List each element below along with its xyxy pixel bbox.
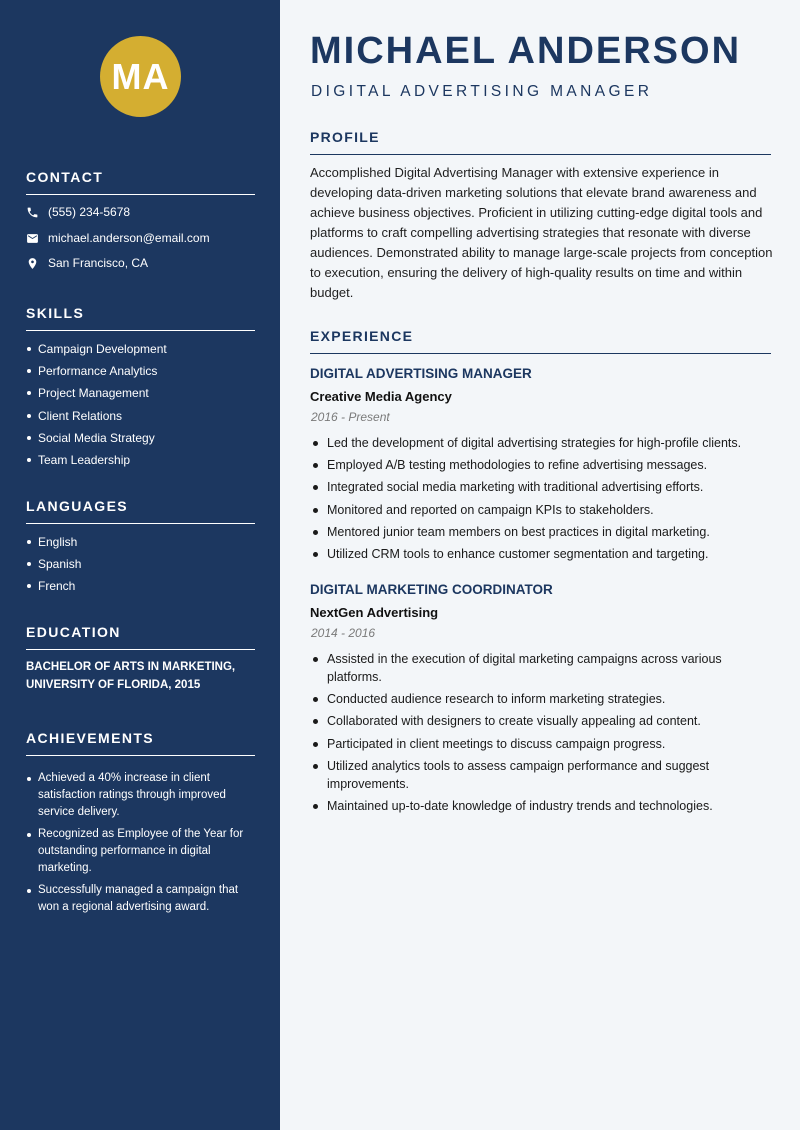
experience-heading: EXPERIENCE xyxy=(310,328,771,354)
contact-email xyxy=(26,231,210,245)
job-bullets xyxy=(310,650,750,819)
skill-item: Project Management xyxy=(26,386,167,408)
skill-item: Team Leadership xyxy=(26,453,167,475)
job-bullet: Assisted in the execution of digital marketing campaigns across various platforms. xyxy=(310,650,750,686)
job-bullet: Utilized CRM tools to enhance customer segmentation and targeting. xyxy=(310,545,750,563)
job-bullet: Monitored and reported on campaign KPIs to stakeholders. xyxy=(310,501,750,519)
job-bullet: Conducted audience research to inform marketing strategies. xyxy=(310,690,750,708)
email-icon xyxy=(26,232,39,245)
skill-item: Performance Analytics xyxy=(26,364,167,386)
achievements-heading: ACHIEVEMENTS xyxy=(26,730,255,756)
skill-item: Client Relations xyxy=(26,409,167,431)
profile-summary: Accomplished Digital Advertising Manager with extensive experience in developing data-driven marketing solutions that elevate brand awareness and achieve business objectives. Proficient in utilizing cutting-edge digital tools and platforms to craft compelling advertising strategies that resonate with diverse audiences. Demonstrated ability to manage large-scale projects from conception to execution, ensuring the delivery of high-quality results on time and within budget. xyxy=(310,165,773,300)
languages-list xyxy=(26,535,81,602)
achievement-item: Recognized as Employee of the Year for outstanding performance in digital marketing. xyxy=(26,826,258,877)
contact-email-text[interactable]: michael.anderson@email.com xyxy=(48,231,210,245)
language-item: French xyxy=(26,579,81,601)
job-bullet: Collaborated with designers to create visually appealing ad content. xyxy=(310,712,750,730)
skills-heading: SKILLS xyxy=(26,305,255,331)
sidebar xyxy=(0,0,280,1130)
achievement-item: Achieved a 40% increase in client satisfaction ratings through improved service delivery. xyxy=(26,770,258,821)
skill-item: Social Media Strategy xyxy=(26,431,167,453)
job-bullet: Utilized analytics tools to assess campaign performance and suggest improvements. xyxy=(310,757,750,793)
job-bullet: Integrated social media marketing with traditional advertising efforts. xyxy=(310,478,750,496)
contact-phone xyxy=(26,205,130,219)
job-dates: 2016 - Present xyxy=(311,410,390,424)
job-bullet: Participated in client meetings to discuss campaign progress. xyxy=(310,735,750,753)
education-heading: EDUCATION xyxy=(26,624,255,650)
job-company: NextGen Advertising xyxy=(310,605,439,620)
location-pin-icon xyxy=(26,257,39,270)
contact-location-text: San Francisco, CA xyxy=(48,256,149,270)
job-dates: 2014 - 2016 xyxy=(311,626,376,640)
skills-list xyxy=(26,342,167,475)
achievements-list xyxy=(26,770,258,921)
education-entry: BACHELOR OF ARTS IN MARKETING, UNIVERSITY OF FLORIDA, 2015 xyxy=(26,661,236,691)
job-bullet: Mentored junior team members on best practices in digital marketing. xyxy=(310,523,750,541)
job-bullet: Led the development of digital advertising strategies for high-profile clients. xyxy=(310,434,750,452)
language-item: Spanish xyxy=(26,557,81,579)
avatar: MA xyxy=(100,36,181,117)
contact-location xyxy=(26,256,148,270)
job-bullet: Employed A/B testing methodologies to refine advertising messages. xyxy=(310,456,750,474)
languages-heading: LANGUAGES xyxy=(26,498,255,524)
language-item: English xyxy=(26,535,81,557)
job-bullet: Maintained up-to-date knowledge of industry trends and technologies. xyxy=(310,797,750,815)
profile-heading: PROFILE xyxy=(310,129,771,155)
contact-heading: CONTACT xyxy=(26,169,255,195)
job-title: DIGITAL ADVERTISING MANAGER xyxy=(310,366,532,381)
skill-item: Campaign Development xyxy=(26,342,167,364)
candidate-name: MICHAEL ANDERSON xyxy=(310,30,742,72)
job-company: Creative Media Agency xyxy=(310,389,452,404)
job-title: DIGITAL MARKETING COORDINATOR xyxy=(310,582,553,597)
job-bullets xyxy=(310,434,750,567)
achievement-item: Successfully managed a campaign that won a regional advertising award. xyxy=(26,882,258,916)
candidate-title: DIGITAL ADVERTISING MANAGER xyxy=(311,83,653,100)
phone-icon xyxy=(26,206,39,219)
contact-phone-text: (555) 234-5678 xyxy=(48,205,131,219)
